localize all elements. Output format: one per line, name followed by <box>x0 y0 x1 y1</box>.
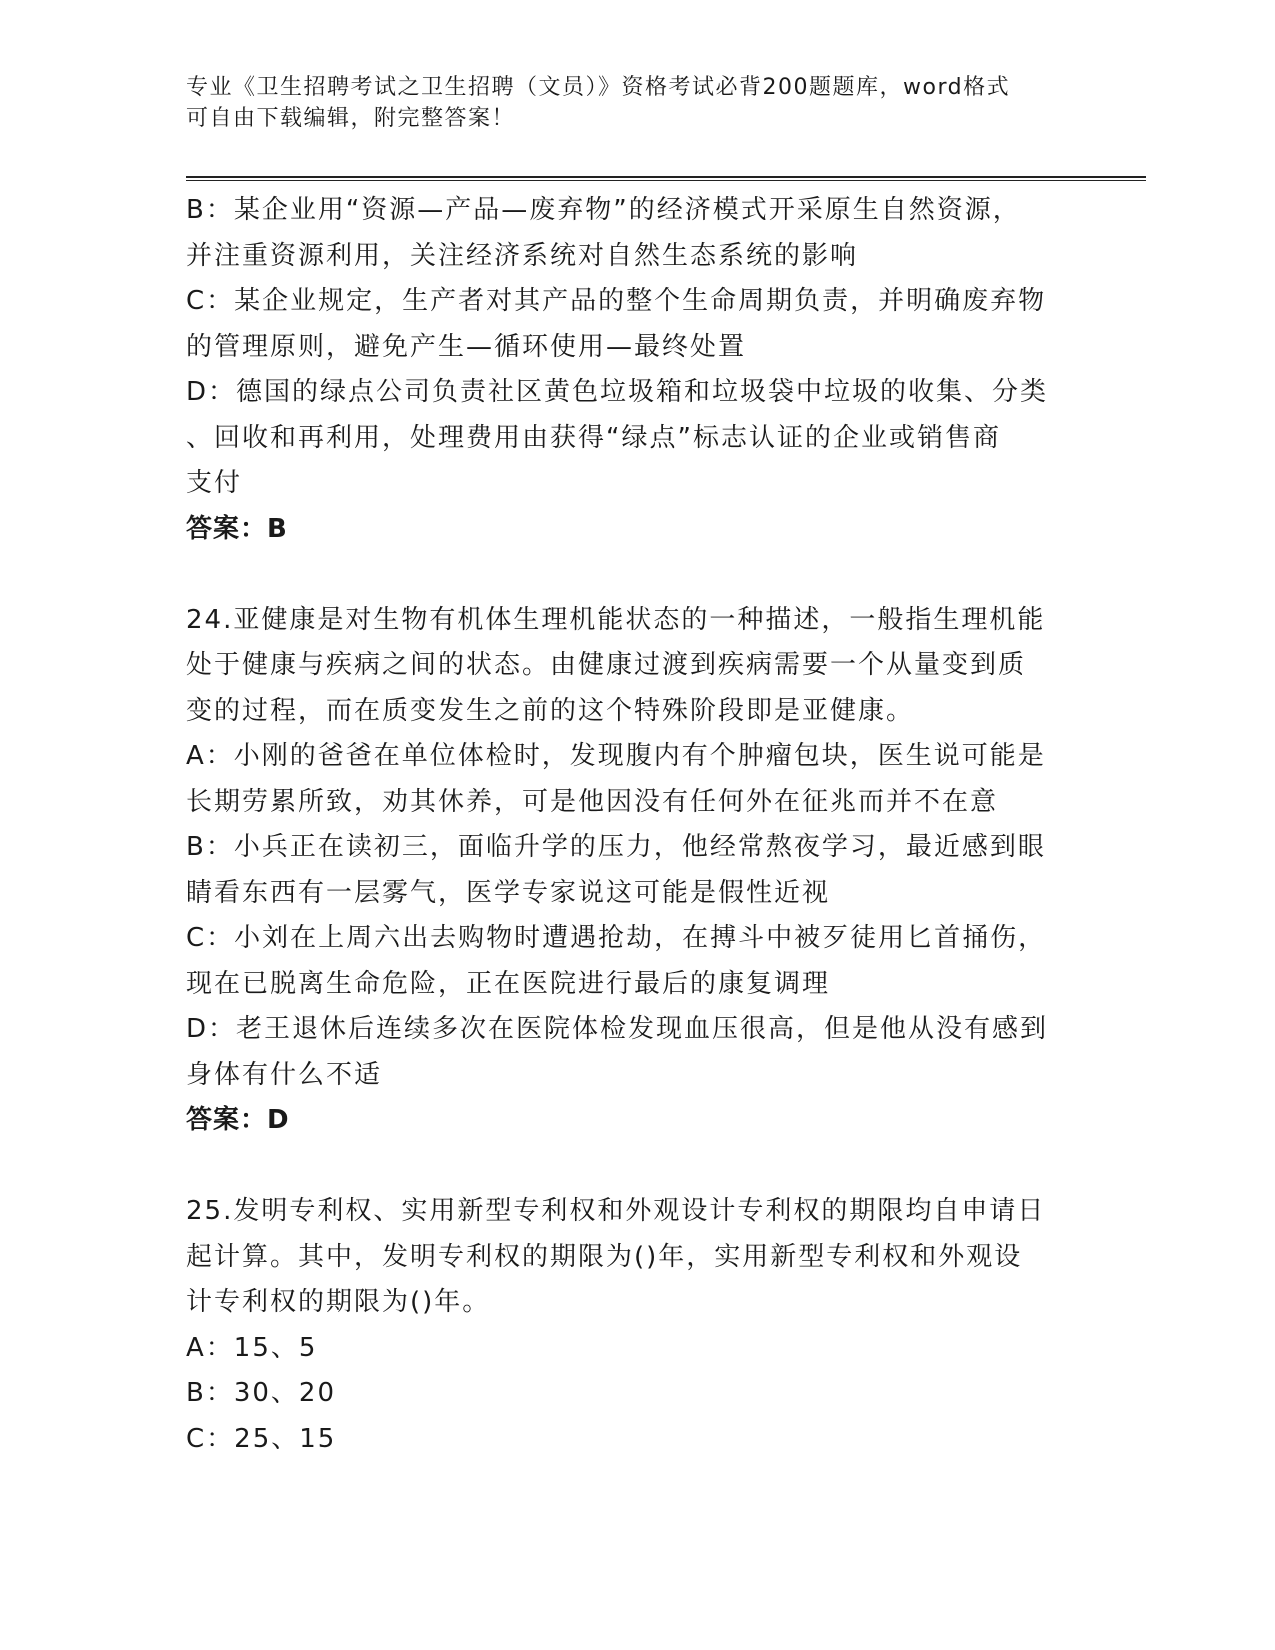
option-line: B：小兵正在读初三，面临升学的压力，他经常熬夜学习，最近感到眼 <box>186 832 1046 862</box>
option-line: A：小刚的爸爸在单位体检时，发现腹内有个肿瘤包块，医生说可能是 <box>186 741 1046 771</box>
question-line: 计专利权的期限为()年。 <box>186 1287 491 1317</box>
option-line: 身体有什么不适 <box>186 1059 383 1090</box>
option-line: 睛看东西有一层雾气，医学专家说这可能是假性近视 <box>186 877 831 908</box>
answer-label: 答案：D <box>186 1105 290 1135</box>
question-line: 处于健康与疾病之间的状态。由健康过渡到疾病需要一个从量变到质 <box>186 650 1027 680</box>
option-line: C：某企业规定，生产者对其产品的整个生命周期负责，并明确废弃物 <box>186 286 1047 316</box>
option-line: D：老王退休后连续多次在医院体检发现血压很高，但是他从没有感到 <box>186 1014 1049 1044</box>
spacer <box>186 1144 1076 1190</box>
header-line-2: 可自由下载编辑，附完整答案！ <box>186 106 516 131</box>
header-line-1: 专业《卫生招聘考试之卫生招聘（文员）》资格考试必背200题题库，word格式 <box>186 75 1011 100</box>
option-line: 支付 <box>186 468 243 498</box>
question-line: 25.发明专利权、实用新型专利权和外观设计专利权的期限均自申请日 <box>186 1196 1046 1226</box>
question-line: 24.亚健康是对生物有机体生理机能状态的一种描述，一般指生理机能 <box>186 604 1046 635</box>
question-line: 起计算。其中，发明专利权的期限为()年，实用新型专利权和外观设 <box>186 1241 1023 1272</box>
answer-label: 答案：B <box>186 513 288 544</box>
option-line: C：25、15 <box>186 1423 337 1454</box>
option-line: B：某企业用“资源—产品—废弃物”的经济模式开采原生自然资源， <box>186 195 1021 225</box>
question-line: 变的过程，而在质变发生之前的这个特殊阶段即是亚健康。 <box>186 695 915 726</box>
option-line: 、回收和再利用，处理费用由获得“绿点”标志认证的企业或销售商 <box>186 422 1001 453</box>
option-line: 并注重资源利用，关注经济系统对自然生态系统的影响 <box>186 240 859 271</box>
question-block-23 <box>186 188 1076 552</box>
question-block-24 <box>186 598 1076 1144</box>
option-line: 长期劳累所致，劝其休养，可是他因没有任何外在征兆而并不在意 <box>186 786 999 817</box>
option-line: A：15、5 <box>186 1332 318 1363</box>
page-header <box>186 72 1066 134</box>
document-body <box>186 188 1076 1462</box>
option-line: C：小刘在上周六出去购物时遭遇抢劫，在搏斗中被歹徒用匕首捅伤， <box>186 923 1047 953</box>
question-block-25 <box>186 1189 1076 1462</box>
option-line: 的管理原则，避免产生—循环使用—最终处置 <box>186 331 747 362</box>
option-line: D：德国的绿点公司负责社区黄色垃圾箱和垃圾袋中垃圾的收集、分类 <box>186 377 1049 407</box>
option-line: B：30、20 <box>186 1378 337 1408</box>
spacer <box>186 552 1076 598</box>
option-line: 现在已脱离生命危险，正在医院进行最后的康复调理 <box>186 968 831 999</box>
header-divider <box>186 176 1146 181</box>
